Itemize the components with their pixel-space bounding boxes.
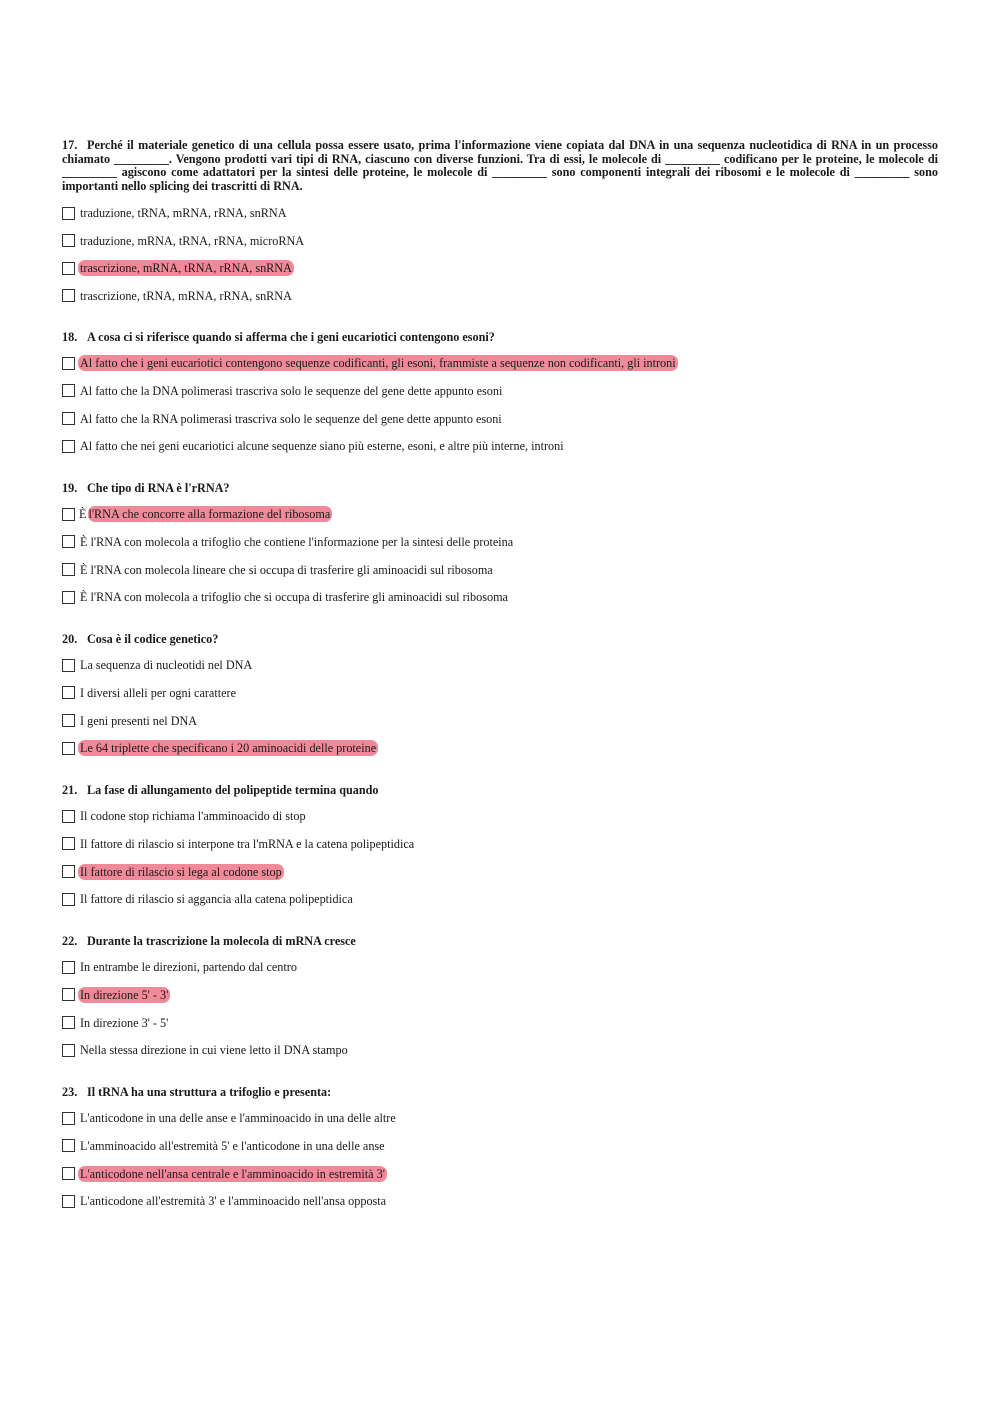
checkbox[interactable] (62, 1016, 75, 1029)
option-text: Al fatto che i geni eucariotici contengono sequenze codificanti, gli esoni, frammiste a sequenze non codificanti, gli introni (80, 356, 676, 371)
option-17a[interactable] (62, 199, 938, 227)
question-text: Che tipo di RNA è l'rRNA? (87, 481, 230, 495)
checkbox[interactable] (62, 686, 75, 699)
checkbox[interactable] (62, 865, 75, 878)
option-text: L'anticodone all'estremità 3' e l'amminoacido nell'ansa opposta (80, 1194, 387, 1209)
question-title (62, 139, 938, 193)
option-text: L'amminoacido all'estremità 5' e l'anticodone in una delle anse (80, 1138, 385, 1153)
checkbox[interactable] (62, 535, 75, 548)
question-22 (62, 935, 942, 1064)
checkbox[interactable] (62, 591, 75, 604)
option-19c[interactable] (62, 556, 942, 584)
checkbox[interactable] (62, 412, 75, 425)
option-text: Al fatto che la DNA polimerasi trascriva solo le sequenze del gene dette appunto esoni (80, 383, 503, 398)
option-prefix: È (79, 506, 87, 521)
question-text: Il tRNA ha una struttura a trifoglio e presenta: (87, 1085, 332, 1099)
checkbox[interactable] (62, 714, 75, 727)
question-title (62, 482, 942, 496)
option-text: Al fatto che nei geni eucariotici alcune sequenze siano più esterne, esoni, e altre più interne, introni (80, 439, 564, 454)
question-text: Perché il materiale genetico di una cellula possa essere usato, prima l'informazione viene copiata dal DNA in una sequenza nucleotidica di RNA in un processo chiamato _________. Vengono prodotti vari tipi di RNA, ciascuno con diverse funzioni. Tra di essi, le molecole di _________ codificano per le proteine, le molecole di _________ agiscono come adattatori per la sintesi delle proteine, le molecole di _________ sono componenti integrali dei ribosomi e le molecole di _________ sono importanti nello splicing dei trascritti di RNA. (62, 138, 938, 193)
option-text: In direzione 5' - 3' (80, 987, 169, 1002)
question-19 (62, 482, 942, 611)
checkbox[interactable] (62, 563, 75, 576)
question-number: 17. (62, 138, 78, 152)
question-20 (62, 633, 942, 762)
option-17b[interactable] (62, 227, 938, 255)
question-number: 19. (62, 481, 78, 495)
option-23c[interactable] (62, 1160, 942, 1188)
option-20a[interactable] (62, 652, 942, 680)
checkbox[interactable] (62, 207, 75, 220)
question-17 (62, 139, 938, 310)
question-title (62, 633, 942, 647)
option-21a[interactable] (62, 803, 942, 831)
checkbox[interactable] (62, 440, 75, 453)
question-21 (62, 784, 942, 913)
question-number: 23. (62, 1085, 78, 1099)
question-title (62, 784, 942, 798)
option-text: traduzione, tRNA, mRNA, rRNA, snRNA (80, 206, 287, 221)
checkbox[interactable] (62, 1167, 75, 1180)
checkbox[interactable] (62, 262, 75, 275)
checkbox[interactable] (62, 357, 75, 370)
checkbox[interactable] (62, 961, 75, 974)
option-text: Il fattore di rilascio si aggancia alla catena polipeptidica (80, 892, 353, 907)
checkbox[interactable] (62, 1195, 75, 1208)
option-23a[interactable] (62, 1105, 942, 1133)
option-23b[interactable] (62, 1132, 942, 1160)
option-text: In direzione 3' - 5' (80, 1015, 169, 1030)
option-19b[interactable] (62, 528, 942, 556)
option-19a[interactable] (62, 501, 942, 529)
question-number: 18. (62, 330, 78, 344)
question-text: La fase di allungamento del polipeptide termina quando (87, 783, 379, 797)
checkbox[interactable] (62, 289, 75, 302)
checkbox[interactable] (62, 1044, 75, 1057)
option-text: Al fatto che la RNA polimerasi trascriva solo le sequenze del gene dette appunto esoni (80, 411, 502, 426)
option-18c[interactable] (62, 405, 942, 433)
option-19d[interactable] (62, 583, 942, 611)
option-text: Le 64 triplette che specificano i 20 aminoacidi delle proteine (80, 741, 377, 756)
checkbox[interactable] (62, 1112, 75, 1125)
option-21b[interactable] (62, 830, 942, 858)
option-text: Il codone stop richiama l'amminoacido di stop (80, 809, 306, 824)
question-title (62, 1086, 942, 1100)
checkbox[interactable] (62, 1139, 75, 1152)
option-23d[interactable] (62, 1187, 942, 1215)
question-text: A cosa ci si riferisce quando si afferma che i geni eucariotici contengono esoni? (87, 330, 495, 344)
checkbox[interactable] (62, 508, 75, 521)
option-text: È l'RNA con molecola a trifoglio che contiene l'informazione per la sintesi delle proteina (80, 534, 514, 549)
question-title (62, 331, 942, 345)
option-22a[interactable] (62, 954, 942, 982)
option-text: È l'RNA con molecola a trifoglio che si occupa di trasferire gli aminoacidi sul ribosoma (80, 590, 508, 605)
option-text: trascrizione, tRNA, mRNA, rRNA, snRNA (80, 288, 292, 303)
option-18b[interactable] (62, 377, 942, 405)
option-22b[interactable] (62, 981, 942, 1009)
question-title (62, 935, 942, 949)
question-number: 20. (62, 632, 78, 646)
option-21c[interactable] (62, 858, 942, 886)
option-22c[interactable] (62, 1009, 942, 1037)
checkbox[interactable] (62, 837, 75, 850)
option-text: I diversi alleli per ogni carattere (80, 685, 236, 700)
question-18 (62, 331, 942, 460)
option-18d[interactable] (62, 432, 942, 460)
option-text: l'RNA che concorre alla formazione del ribosoma (88, 507, 331, 522)
checkbox[interactable] (62, 384, 75, 397)
question-number: 22. (62, 934, 78, 948)
checkbox[interactable] (62, 893, 75, 906)
option-20b[interactable] (62, 679, 942, 707)
option-text: L'anticodone nell'ansa centrale e l'amminoacido in estremità 3' (80, 1166, 385, 1181)
option-text: Il fattore di rilascio si lega al codone stop (80, 864, 282, 879)
question-23 (62, 1086, 942, 1215)
option-text: È l'RNA con molecola lineare che si occupa di trasferire gli aminoacidi sul ribosoma (80, 562, 493, 577)
option-22d[interactable] (62, 1036, 942, 1064)
checkbox[interactable] (62, 659, 75, 672)
option-text: In entrambe le direzioni, partendo dal centro (80, 960, 297, 975)
option-text: I geni presenti nel DNA (80, 713, 198, 728)
checkbox[interactable] (62, 810, 75, 823)
question-text: Durante la trascrizione la molecola di mRNA cresce (87, 934, 356, 948)
option-17c[interactable] (62, 255, 938, 283)
option-18a[interactable] (62, 350, 942, 378)
option-17d[interactable] (62, 282, 938, 310)
checkbox[interactable] (62, 988, 75, 1001)
option-text: Il fattore di rilascio si interpone tra l'mRNA e la catena polipeptidica (80, 836, 415, 851)
option-text: L'anticodone in una delle anse e l'amminoacido in una delle altre (80, 1111, 396, 1126)
option-text: trascrizione, mRNA, tRNA, rRNA, snRNA (80, 261, 292, 276)
checkbox[interactable] (62, 234, 75, 247)
option-text: La sequenza di nucleotidi nel DNA (80, 658, 253, 673)
option-20d[interactable] (62, 734, 942, 762)
option-20c[interactable] (62, 707, 942, 735)
question-number: 21. (62, 783, 78, 797)
option-21d[interactable] (62, 885, 942, 913)
checkbox[interactable] (62, 742, 75, 755)
option-text: traduzione, mRNA, tRNA, rRNA, microRNA (80, 233, 305, 248)
option-text: Nella stessa direzione in cui viene letto il DNA stampo (80, 1043, 348, 1058)
question-text: Cosa è il codice genetico? (87, 632, 219, 646)
